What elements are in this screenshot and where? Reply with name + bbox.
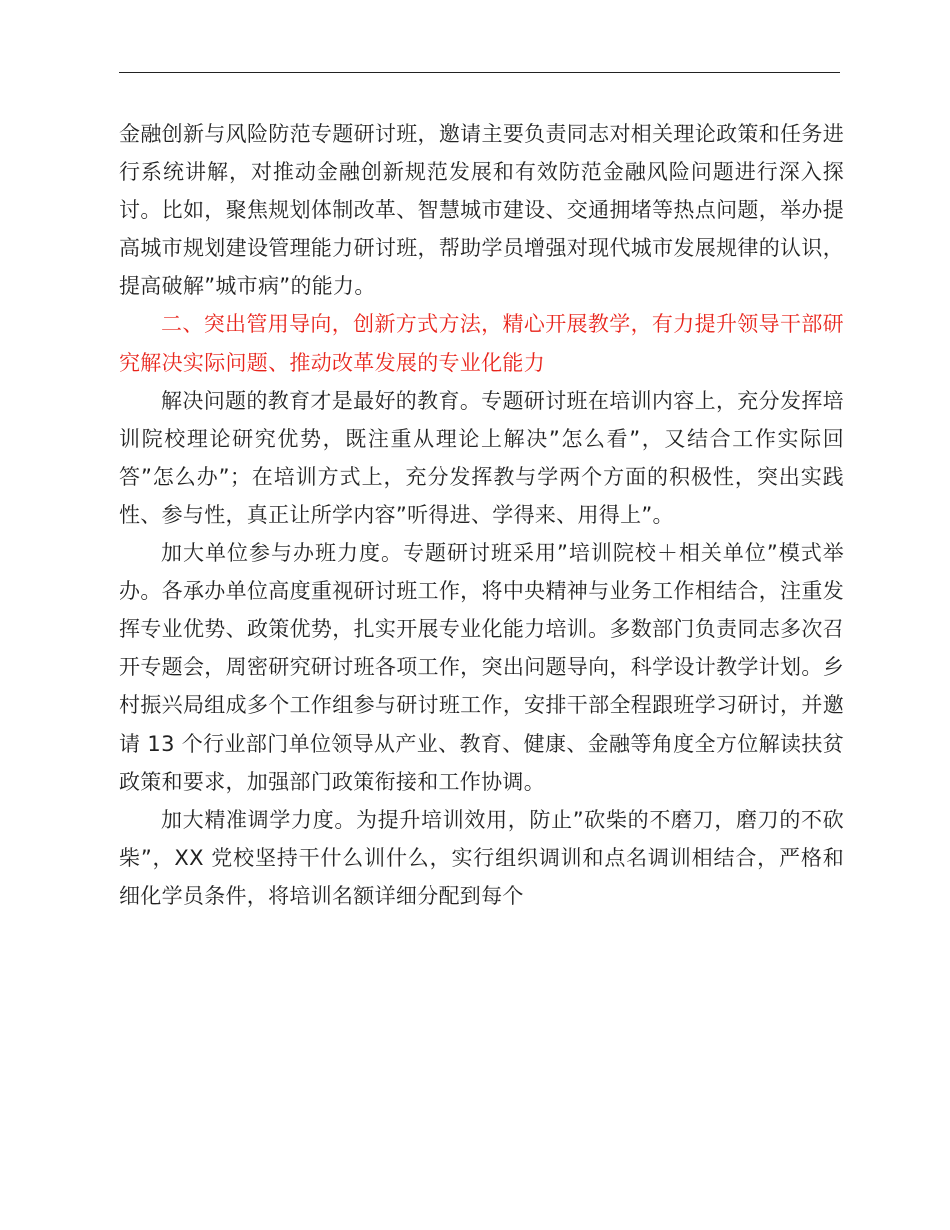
header-rule xyxy=(119,72,840,73)
paragraph: 加大精准调学力度。为提升培训效用，防止”砍柴的不磨刀，磨刀的不砍柴”，XX 党校坚持干什么训什么，实行组织调训和点名调训相结合，严格和细化学员条件，将培训名额详细分配到每个 xyxy=(119,807,844,908)
paragraph-continuation: 金融创新与风险防范专题研讨班，邀请主要负责同志对相关理论政策和任务进行系统讲解，对推动金融创新规范发展和有效防范金融风险问题进行深入探讨。比如，聚焦规划体制改革、智慧城市建设、交通拥堵等热点问题，举办提高城市规划建设管理能力研讨班，帮助学员增强对现代城市发展规律的认识，提高破解”城市病”的能力。 xyxy=(119,122,844,299)
document-body xyxy=(119,115,844,915)
paragraph: 解决问题的教育才是最好的教育。专题研讨班在培训内容上，充分发挥培训院校理论研究优势，既注重从理论上解决”怎么看”，又结合工作实际回答”怎么办”；在培训方式上，充分发挥教与学两个方面的积极性，突出实践性、参与性，真正让所学内容”听得进、学得来、用得上”。 xyxy=(119,388,844,527)
section-heading: 二、突出管用导向，创新方式方法，精心开展教学，有力提升领导干部研究解决实际问题、推动改革发展的专业化能力 xyxy=(119,312,844,375)
paragraph: 加大单位参与办班力度。专题研讨班采用”培训院校＋相关单位”模式举办。各承办单位高度重视研讨班工作，将中央精神与业务工作相结合，注重发挥专业优势、政策优势，扎实开展专业化能力培训。多数部门负责同志多次召开专题会，周密研究研讨班各项工作，突出问题导向，科学设计教学计划。乡村振兴局组成多个工作组参与研讨班工作，安排干部全程跟班学习研讨，并邀请 13 个行业部门单位领导从产业、教育、健康、金融等角度全方位解读扶贫政策和要求，加强部门政策衔接和工作协调。 xyxy=(119,541,844,794)
